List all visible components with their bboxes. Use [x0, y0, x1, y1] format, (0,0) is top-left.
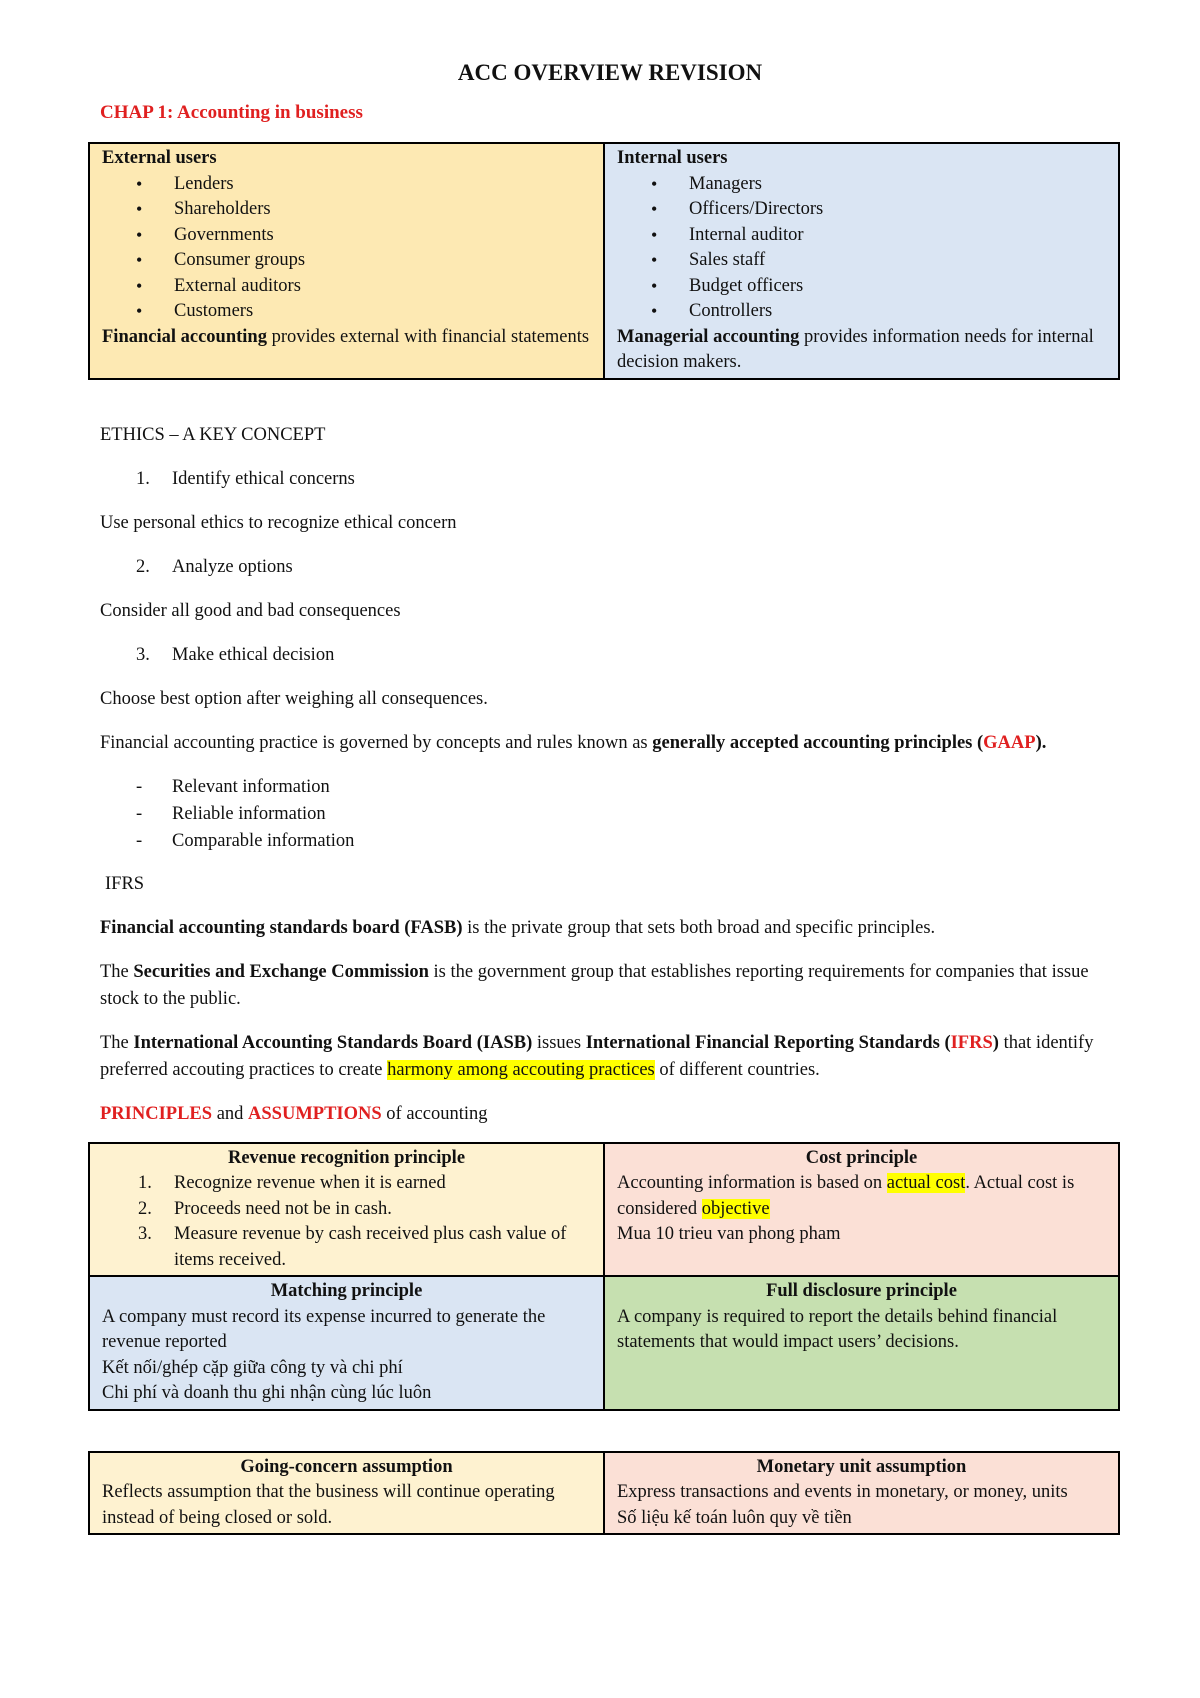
chapter-heading: CHAP 1: Accounting in business	[100, 102, 363, 123]
item-number: 1.	[138, 1173, 152, 1193]
item-text: Recognize revenue when it is earned	[174, 1173, 446, 1193]
ethics-step-desc: Choose best option after weighing all consequences.	[100, 688, 488, 709]
cost-principle-note: Mua 10 trieu van phong pham	[617, 1224, 841, 1244]
step-label: Analyze options	[172, 556, 293, 577]
fasb-text: is the private group that sets both broad and specific principles.	[462, 917, 936, 938]
internal-users-heading: Internal users	[617, 148, 728, 168]
monetary-unit-line: Express transactions and events in monetary, or money, units	[617, 1482, 1068, 1502]
ethics-step	[100, 554, 1120, 581]
gaap-close: ).	[1035, 732, 1047, 753]
sec-text: is the government group that establishes reporting requirements for companies that issue stock to the public.	[100, 961, 1089, 1009]
list-item: • Governments	[102, 223, 591, 249]
list-item: • Officers/Directors	[617, 197, 1106, 223]
footer-text: provides information needs for internal decision makers.	[617, 326, 1094, 372]
external-users-list	[102, 172, 591, 325]
principles-word: PRINCIPLES	[100, 1103, 213, 1124]
list-item: • Lenders	[102, 172, 591, 198]
heading-rest: of accounting	[381, 1103, 488, 1124]
fasb-paragraph	[100, 915, 1120, 942]
gaap-text: Financial accounting practice is governed by concepts and rules known as	[100, 732, 653, 753]
iasb-pre: The	[100, 1032, 134, 1053]
and-word: and	[212, 1103, 249, 1124]
ethics-step-desc: Consider all good and bad consequences	[100, 600, 401, 621]
paren-close: )	[992, 1032, 999, 1053]
revenue-recognition-cell	[89, 1143, 604, 1277]
ifrs-label: IFRS	[105, 873, 145, 894]
cost-text: Accounting information is based on	[617, 1173, 887, 1193]
list-item	[102, 1222, 591, 1273]
document-page	[100, 60, 1120, 1535]
step-label: Make ethical decision	[172, 644, 335, 665]
sec-term: Securities and Exchange Commission	[133, 961, 429, 982]
highlighted-text: objective	[701, 1198, 770, 1219]
list-item: • Managers	[617, 172, 1106, 198]
going-concern-text: Reflects assumption that the business will continue operating instead of being closed or sold.	[102, 1482, 555, 1528]
cost-principle-text	[617, 1171, 1106, 1222]
external-users-heading: External users	[102, 148, 217, 168]
step-number: 2.	[136, 556, 150, 577]
list-item: - Comparable information	[100, 828, 1120, 855]
going-concern-cell	[89, 1452, 604, 1535]
iasb-term: International Accounting Standards Board (IASB)	[133, 1032, 533, 1053]
monetary-unit-line: Số liệu kế toán luôn quy về tiền	[617, 1507, 852, 1528]
list-item: • Budget officers	[617, 274, 1106, 300]
full-disclosure-cell	[604, 1276, 1119, 1410]
principles-heading	[100, 1101, 1120, 1128]
item-number: 2.	[138, 1198, 152, 1219]
step-number: 3.	[136, 644, 150, 665]
ifrs-term: International Financial Reporting Standards	[585, 1032, 940, 1053]
internal-users-cell	[604, 143, 1119, 379]
highlighted-text: harmony among accouting practices	[387, 1059, 655, 1080]
list-item: • Controllers	[617, 299, 1106, 325]
sec-pre: The	[100, 961, 134, 982]
list-item: • Internal auditor	[617, 223, 1106, 249]
list-item	[102, 1197, 591, 1223]
list-item: • Consumer groups	[102, 248, 591, 274]
step-label: Identify ethical concerns	[172, 468, 355, 489]
cost-principle-title: Cost principle	[805, 1147, 918, 1168]
footer-text: provides external with financial statements	[266, 326, 590, 347]
iasb-mid: issues	[532, 1032, 586, 1053]
sec-paragraph	[100, 959, 1120, 1013]
cost-text: . Actual cost is considered	[617, 1173, 1075, 1219]
gaap-term: generally accepted accounting principles (	[652, 732, 984, 753]
matching-line: Chi phí và doanh thu ghi nhận cùng lúc luôn	[102, 1383, 432, 1403]
list-item: - Relevant information	[100, 774, 1120, 801]
principles-table	[88, 1142, 1120, 1411]
iasb-text: that identify preferred accouting practices to create	[100, 1032, 1094, 1080]
highlighted-text: actual cost	[886, 1173, 966, 1193]
gaap-qualities-list	[100, 774, 1120, 855]
full-disclosure-text: A company is required to report the details behind financial statements that would impact users’ decisions.	[617, 1306, 1058, 1352]
list-item: - Reliable information	[100, 801, 1120, 828]
ethics-heading: ETHICS – A KEY CONCEPT	[100, 424, 326, 445]
item-number: 3.	[138, 1224, 152, 1244]
revenue-recognition-list	[102, 1171, 591, 1273]
ifrs-acronym: IFRS	[950, 1032, 993, 1053]
gaap-paragraph	[100, 730, 1120, 757]
users-table	[88, 142, 1120, 380]
page-title: ACC OVERVIEW REVISION	[457, 60, 763, 85]
internal-users-footer	[617, 325, 1106, 376]
full-disclosure-title: Full disclosure principle	[766, 1281, 957, 1301]
fasb-term: Financial accounting standards board (FASB)	[100, 917, 463, 938]
list-item: • Shareholders	[102, 197, 591, 223]
list-item: • Sales staff	[617, 248, 1106, 274]
matching-line: Kết nối/ghép cặp giữa công ty và chi phí	[102, 1357, 403, 1378]
list-item: • External auditors	[102, 274, 591, 300]
matching-principle-title: Matching principle	[270, 1281, 423, 1301]
list-item: • Customers	[102, 299, 591, 325]
external-users-cell	[89, 143, 604, 379]
iasb-paragraph	[100, 1030, 1120, 1084]
matching-line: A company must record its expense incurred to generate the revenue reported	[102, 1306, 546, 1352]
iasb-end: of different countries.	[654, 1059, 820, 1080]
item-text: Measure revenue by cash received plus cash value of items received.	[174, 1224, 567, 1270]
financial-accounting-term: Financial accounting	[102, 326, 267, 347]
assumptions-table	[88, 1451, 1120, 1536]
monetary-unit-title: Monetary unit assumption	[756, 1456, 967, 1477]
ethics-step	[100, 642, 1120, 669]
revenue-recognition-title: Revenue recognition principle	[227, 1147, 466, 1168]
ethics-step	[100, 466, 1120, 493]
managerial-accounting-term: Managerial accounting	[617, 326, 800, 347]
going-concern-title: Going-concern assumption	[240, 1456, 453, 1477]
paren-open: (	[939, 1032, 951, 1053]
internal-users-list	[617, 172, 1106, 325]
gaap-acronym: GAAP	[983, 732, 1036, 753]
matching-principle-cell	[89, 1276, 604, 1410]
step-number: 1.	[136, 468, 150, 489]
external-users-footer	[102, 325, 591, 351]
ethics-step-desc: Use personal ethics to recognize ethical concern	[100, 512, 457, 533]
monetary-unit-cell	[604, 1452, 1119, 1535]
cost-principle-cell	[604, 1143, 1119, 1277]
assumptions-word: ASSUMPTIONS	[248, 1103, 382, 1124]
item-text: Proceeds need not be in cash.	[174, 1198, 392, 1219]
list-item	[102, 1171, 591, 1197]
